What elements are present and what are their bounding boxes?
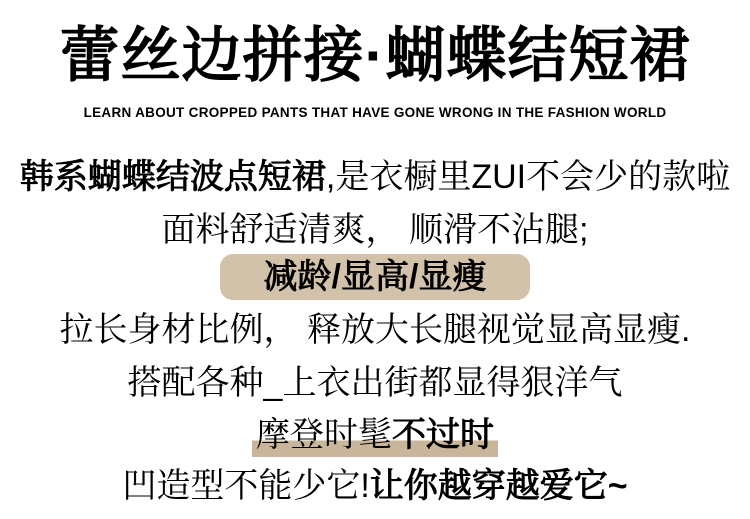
body-line-1-rest: ,是衣橱里ZUI不会少的款啦 — [325, 158, 731, 196]
body-line-5-regular: 摩登时髦 — [256, 416, 392, 454]
body-line-1-bold-lead: 韩系蝴蝶结波点短裙 — [19, 158, 326, 196]
body-line-6-bold: 让你越穿越爱它~ — [369, 467, 628, 505]
page-title: 蕾丝边拼接·蝴蝶结短裙 — [59, 22, 691, 89]
body-line-5-bold: 不过时 — [392, 416, 494, 454]
highlighted-phrase — [252, 416, 498, 457]
body-line-4: 搭配各种_上衣出街都显得狠洋气 — [127, 364, 623, 402]
body-line-6-regular: 凹造型不能少它! — [122, 467, 370, 505]
body-line-3: 拉长身材比例， 释放大长腿视觉显高显瘦. — [59, 311, 691, 349]
subtitle: LEARN ABOUT CROPPED PANTS THAT HAVE GONE WRONG IN THE FASHION WORLD — [83, 105, 667, 120]
body-line-6 — [0, 461, 750, 511]
body-line-1 — [0, 152, 750, 202]
feature-badge: 减龄/显高/显瘦 — [220, 254, 531, 300]
body-line-5 — [0, 410, 750, 460]
body-line-2: 面料舒适清爽， 顺滑不沾腿; — [161, 211, 589, 249]
badge-row — [0, 254, 750, 300]
